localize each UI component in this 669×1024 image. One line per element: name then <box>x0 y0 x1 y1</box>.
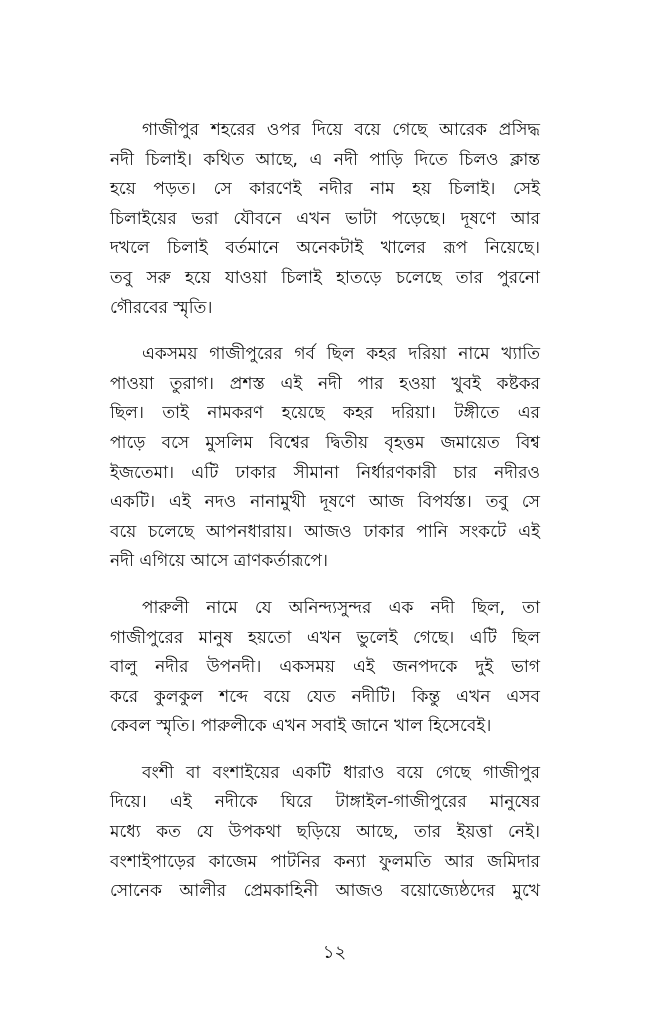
text-line: চিলাইয়ের ভরা যৌবনে এখন ভাটা পড়েছে। দূষণে আর <box>110 208 540 229</box>
text-line: বয়ে চলেছে আপনধারায়। আজও ঢাকার পানি সংকটে এই <box>110 521 540 542</box>
text-line: বালু নদীর উপনদী। একসময় এই জনপদকে দুই ভাগ <box>110 657 540 678</box>
text-line: বংশাইপাড়ের কাজেম পাটনির কন্যা ফুলমতি আর জমিদার <box>110 851 540 872</box>
text-line: ইজতেমা। এটি ঢাকার সীমানা নির্ধারণকারী চার নদীরও <box>110 462 540 483</box>
text-line: দখলে চিলাই বর্তমানে অনেকটাই খালের রূপ নিয়েছে। <box>110 238 540 259</box>
text-line: একসময় গাজীপুরের গর্ব ছিল কহর দরিয়া নামে খ্যাতি <box>142 344 540 365</box>
text-line: পারুলী নামে যে অনিন্দ্যসুন্দর এক নদী ছিল, তা <box>142 597 540 618</box>
text-line: গাজীপুরের মানুষ হয়তো এখন ভুলেই গেছে। এটি ছিল <box>110 627 540 648</box>
text-line: হয়ে পড়ত। সে কারণেই নদীর নাম হয় চিলাই। সেই <box>110 179 540 200</box>
paragraph-turag <box>110 340 540 577</box>
text-line: নদী এগিয়ে আসে ত্রাণকর্তারূপে। <box>110 551 328 572</box>
text-line: দিয়ে। এই নদীকে ঘিরে টাঙ্গাইল-গাজীপুরের মানুষের <box>110 792 540 813</box>
text-line: একটি। এই নদও নানামুখী দূষণে আজ বিপর্যস্ত। তবু সে <box>110 492 540 513</box>
text-line: করে কুলকুল শব্দে বয়ে যেত নদীটি। কিন্তু এখন এসব <box>110 686 540 707</box>
text-line: নদী চিলাই। কথিত আছে, এ নদী পাড়ি দিতে চিলও ক্লান্ত <box>110 149 540 170</box>
text-line: সোনেক আলীর প্রেমকাহিনী আজও বয়োজ্যেষ্ঠদের মুখে <box>110 881 540 902</box>
text-line: পাওয়া তুরাগ। প্রশস্ত এই নদী পার হওয়া খুবই কষ্টকর <box>110 373 540 394</box>
paragraph-bongshi <box>110 759 540 907</box>
text-line: মধ্যে কত যে উপকথা ছড়িয়ে আছে, তার ইয়ত্তা নেই। <box>110 822 540 843</box>
text-line: পাড়ে বসে মুসলিম বিশ্বের দ্বিতীয় বৃহত্তম জমায়েত বিশ্ব <box>110 432 540 453</box>
page-body <box>110 116 540 924</box>
paragraph-paruli <box>110 594 540 742</box>
text-line: ছিল। তাই নামকরণ হয়েছে কহর দরিয়া। টঙ্গীতে এর <box>110 403 540 424</box>
text-line: বংশী বা বংশাইয়ের একটি ধারাও বয়ে গেছে গাজীপুর <box>142 762 540 783</box>
text-line: কেবল স্মৃতি। পারুলীকে এখন সবাই জানে খাল হিসেবেই। <box>110 716 492 737</box>
paragraph-chilai <box>110 116 540 323</box>
text-line: তবু সরু হয়ে যাওয়া চিলাই হাতড়ে চলেছে তার পুরনো <box>110 267 540 288</box>
text-line: গাজীপুর শহরের ওপর দিয়ে বয়ে গেছে আরেক প্রসিদ্ধ <box>142 120 540 140</box>
text-line: গৌরবের স্মৃতি। <box>110 297 213 318</box>
page-number: ১২ <box>322 942 347 963</box>
